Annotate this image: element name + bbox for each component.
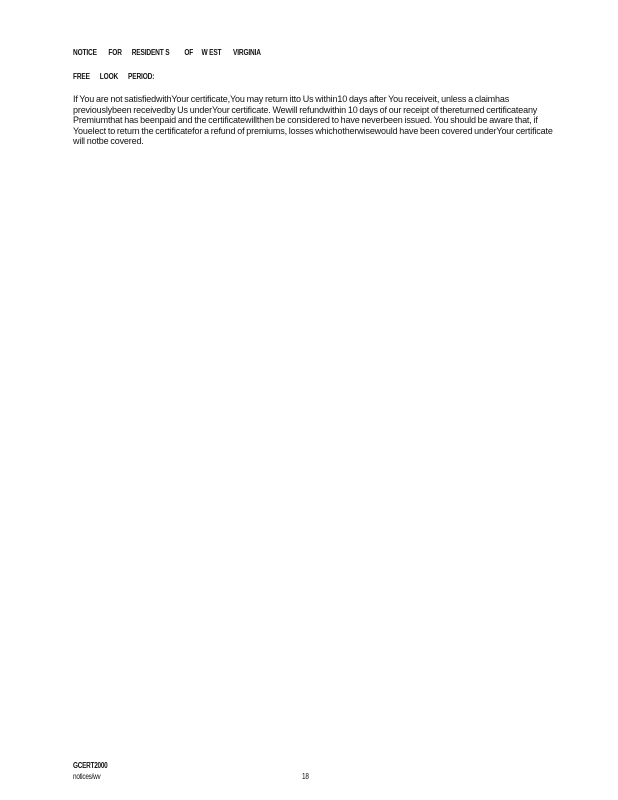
footer-form-code: GCERT2000 — [73, 761, 108, 770]
footer-form-path: notices/wv — [73, 772, 101, 781]
notice-heading: NOTICE FOR RESIDENT S OF W EST VIRGINIA — [73, 48, 261, 57]
free-look-paragraph: If You are not satisfiedwithYour certificate,You may return itto Us within10 days after You receiveit, unless a claimhas previouslybeen receivedby Us underYour certificate. Wewill refundwithin 10 days of our receipt of thereturned certificateany Premiumthat has beenpaid and the certificatewillthen be considered to have neverbeen issued. You should be aware that, if Youelect to return the certificatefor a refund of premiums, losses whichotherwisewould have been covered underYour certificate will notbe covered. — [73, 94, 553, 147]
free-look-period-heading: FREE LOOK PERIOD: — [73, 72, 155, 81]
page-number: 18 — [302, 772, 309, 781]
